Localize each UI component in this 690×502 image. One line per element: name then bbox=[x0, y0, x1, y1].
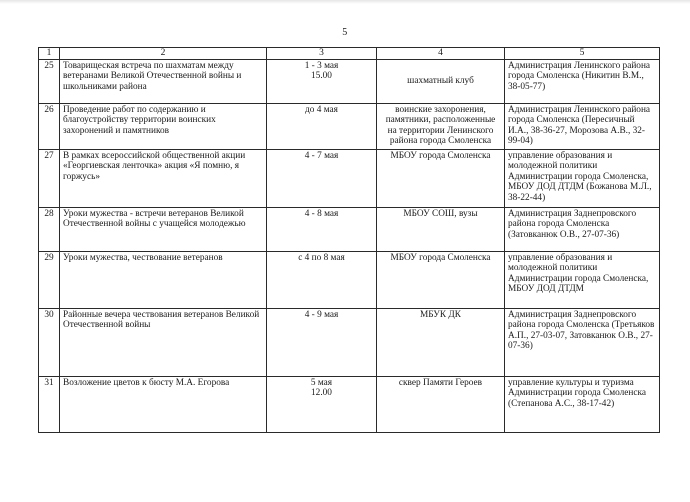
event-cell: Товарищеская встреча по шахматам между ветеранами Великой Отечественной войны и школьниками района bbox=[60, 59, 267, 103]
event-cell: Возложение цветов к бюсту М.А. Егорова bbox=[60, 376, 267, 432]
date-cell: 4 - 9 мая bbox=[267, 308, 377, 376]
date-cell: 4 - 7 мая bbox=[267, 149, 377, 207]
table-row bbox=[39, 59, 660, 103]
row-number: 28 bbox=[39, 207, 60, 251]
responsible-cell: управление культуры и туризма Администрации города Смоленска (Степанова А.С., 38-17-42) bbox=[505, 376, 660, 432]
column-header-4: 4 bbox=[377, 48, 505, 60]
place-cell: МБОУ СОШ, вузы bbox=[377, 207, 505, 251]
events-table bbox=[38, 47, 660, 433]
responsible-cell: Администрация Ленинского района города Смоленска (Никитин В.М., 38-05-77) bbox=[505, 59, 660, 103]
row-number: 27 bbox=[39, 149, 60, 207]
table-row bbox=[39, 308, 660, 376]
table-row bbox=[39, 376, 660, 432]
responsible-cell: управление образования и молодежной политики Администрации города Смоленска, МБОУ ДОД ДТДМ bbox=[505, 251, 660, 308]
responsible-cell: Администрация Ленинского района города Смоленска (Пересичный И.А., 38-36-27, Морозова А.В., 32-99-04) bbox=[505, 103, 660, 149]
event-cell: Проведение работ по содержанию и благоустройству территории воинских захоронений и памятников bbox=[60, 103, 267, 149]
row-number: 30 bbox=[39, 308, 60, 376]
responsible-cell: управление образования и молодежной политики Администрации города Смоленска, МБОУ ДОД ДТДМ (Божанова М.Л., 38-22-44) bbox=[505, 149, 660, 207]
column-header-3: 3 bbox=[267, 48, 377, 60]
date-cell: 4 - 8 мая bbox=[267, 207, 377, 251]
row-number: 29 bbox=[39, 251, 60, 308]
event-cell: Районные вечера чествования ветеранов Великой Отечественной войны bbox=[60, 308, 267, 376]
column-header-2: 2 bbox=[60, 48, 267, 60]
event-cell: В рамках всероссийской общественной акции «Георгиевская ленточка» акция «Я помню, я горжусь» bbox=[60, 149, 267, 207]
table-row bbox=[39, 251, 660, 308]
table-header-row bbox=[39, 48, 660, 60]
row-number: 31 bbox=[39, 376, 60, 432]
responsible-cell: Администрация Заднепровского района города Смоленска (Третьяков А.П., 27-03-07, Затовканюк О.В., 27-07-36) bbox=[505, 308, 660, 376]
date-cell: до 4 мая bbox=[267, 103, 377, 149]
place-cell: шахматный клуб bbox=[377, 59, 505, 103]
event-cell: Уроки мужества, чествование ветеранов bbox=[60, 251, 267, 308]
scan-top-edge bbox=[0, 0, 690, 4]
row-number: 25 bbox=[39, 59, 60, 103]
place-cell: сквер Памяти Героев bbox=[377, 376, 505, 432]
place-cell: воинские захоронения, памятники, расположенные на территории Ленинского района города Смоленска bbox=[377, 103, 505, 149]
column-header-5: 5 bbox=[505, 48, 660, 60]
place-cell: МБУК ДК bbox=[377, 308, 505, 376]
place-cell: МБОУ города Смоленска bbox=[377, 251, 505, 308]
column-header-1: 1 bbox=[39, 48, 60, 60]
place-cell: МБОУ города Смоленска bbox=[377, 149, 505, 207]
responsible-cell: Администрация Заднепровского района города Смоленска (Затовканюк О.В., 27-07-36) bbox=[505, 207, 660, 251]
row-number: 26 bbox=[39, 103, 60, 149]
table-row bbox=[39, 149, 660, 207]
table-row bbox=[39, 103, 660, 149]
table-row bbox=[39, 207, 660, 251]
date-cell: с 4 по 8 мая bbox=[267, 251, 377, 308]
event-cell: Уроки мужества - встречи ветеранов Великой Отечественной войны с учащейся молодежью bbox=[60, 207, 267, 251]
date-cell: 5 мая 12.00 bbox=[267, 376, 377, 432]
date-cell: 1 - 3 мая 15.00 bbox=[267, 59, 377, 103]
page-number: 5 bbox=[342, 27, 348, 38]
